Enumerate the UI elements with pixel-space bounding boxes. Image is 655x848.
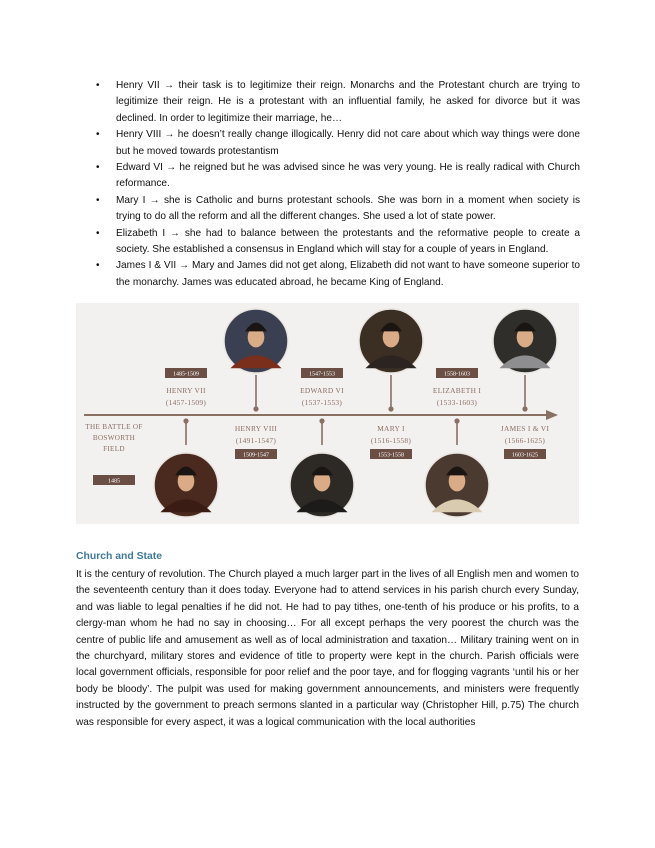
monarch-2-name: EDWARD VI [300, 386, 344, 395]
monarch-5-name: JAMES I & VI [500, 424, 550, 433]
bullet-james-i: • James I & VII → Mary and James did not get along, Elizabeth did not want to have someone superior to the monarchy. James was educated abroad, he became King of England. [96, 258, 580, 291]
monarch-1-life: (1491-1547) [235, 436, 277, 445]
event-name-line-1: BOSWORTH [92, 434, 136, 442]
monarch-0-dot [183, 418, 188, 423]
monarch-4-name: ELIZABETH I [432, 386, 482, 395]
monarch-1-reign: 1509-1547 [243, 452, 269, 459]
monarch-0-reign: 1485-1509 [173, 371, 199, 378]
monarch-0-portrait [154, 453, 218, 517]
monarch-5-life: (1566-1625) [504, 436, 546, 445]
monarch-2-portrait [290, 453, 354, 517]
timeline-graphic [76, 303, 579, 524]
monarch-5-dot [522, 406, 527, 411]
monarch-bullet-list [96, 78, 580, 291]
tudor-timeline [76, 303, 579, 524]
timeline-arrowhead [546, 410, 558, 420]
bullet-henry-viii: • Henry VIII → he doesn’t really change illogically. Henry did not care about which way things were done but he moved towards protestantism [96, 127, 580, 160]
section-body: It is the century of revolution. The Church played a much larger part in the lives of all English men and women to the seventeenth century than it does today. Everyone had to attend services in his parish church every Sunday, and was liable to legal penalties if he did not. He had to pay tithes, one-tenth of his produce or his profits, to a clergy-man whom he had no say in choosing… For all except perhaps the very poorest the church was the centre of public life and amusement as well as of local administration and taxation… Military training went on in the churchyard, military stores and evidence of title to property were kept in the church. Parish officials were local government officials, responsible for poor relief and the poor taye, and for flogging vagrants ‘until his or her body be bloody’. The pulpit was used for making government announcements, and ministers were frequently instructed by the government to preach sermons slanted in a particular way (Christopher Hill, p.75) The church was responsible for every aspect, it was a logical communication with the local authorities [76, 569, 579, 728]
monarch-5-reign: 1603-1625 [512, 452, 538, 459]
monarch-3-reign: 1553-1558 [378, 452, 404, 459]
monarch-3-dot [388, 406, 393, 411]
monarch-2-life: (1537-1553) [301, 398, 343, 407]
bullet-edward-vi: • Edward VI → he reigned but he was advised since he was very young. He is really radical with Church reformance. [96, 160, 580, 193]
monarch-1-portrait [224, 309, 288, 373]
section-title: Church and State [76, 551, 163, 562]
event-year: 1485 [108, 478, 120, 485]
monarch-2-dot [319, 418, 324, 423]
bullet-elizabeth-i: • Elizabeth I → she had to balance between the protestants and the reformative people to create a society. She established a consensus in England which will stay for a couple of years in England. [96, 226, 580, 259]
monarch-1-dot [253, 406, 258, 411]
monarch-4-reign: 1558-1603 [444, 371, 470, 378]
monarch-4-dot [454, 418, 459, 423]
monarch-2-reign: 1547-1553 [309, 371, 335, 378]
bullet-mary-i: • Mary I → she is Catholic and burns protestant schools. She was born in a moment when society is trying to do all the reform and all the different changes. She used a lot of state power. [96, 193, 580, 226]
event-name-line-0: THE BATTLE OF [85, 423, 143, 431]
monarch-3-life: (1516-1558) [370, 436, 412, 445]
monarch-3-portrait [359, 309, 423, 373]
monarch-0-name: HENRY VII [166, 386, 206, 395]
monarch-1-name: HENRY VIII [234, 424, 278, 433]
bullet-henry-vii: • Henry VII → their task is to legitimize their reign. Monarchs and the Protestant church are trying to legitimize their reign. He is a protestant with an influential family, he asked for divorce but it was declined. In order to legitimize their marriage, he… [96, 78, 580, 127]
monarch-5-portrait [493, 309, 557, 373]
monarch-4-portrait [425, 453, 489, 517]
event-name-line-2: FIELD [103, 445, 125, 453]
monarch-3-name: MARY I [377, 424, 405, 433]
monarch-4-life: (1533-1603) [436, 398, 478, 407]
monarch-0-life: (1457-1509) [165, 398, 207, 407]
